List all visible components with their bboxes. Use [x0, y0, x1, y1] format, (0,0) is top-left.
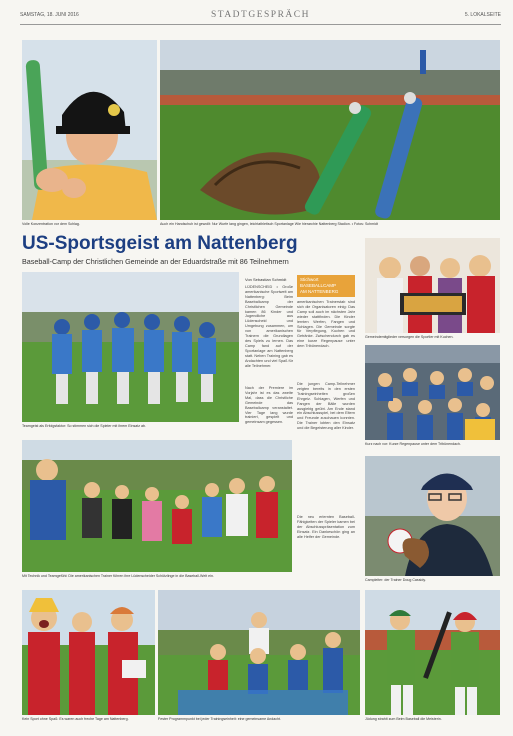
caption-cake-volunteers: Gemeindemitglieder versorgen die Sportler mit Kuchen. — [365, 335, 454, 339]
photo-devotion-group — [158, 590, 360, 715]
caption-fun-group: Kein Sport ohne Spaß: Es waren auch freche Tage am Nattenberg. — [22, 717, 129, 721]
caption-coach-portrait: Campleiter: der Trainer Doug Cassidy. — [365, 578, 426, 582]
photo-rain-break — [365, 345, 500, 440]
infobox-title-line1: BASEBALLCAMP — [300, 283, 337, 288]
caption-coaching-group: Mit Technik und Teamgefühl: Die amerikanischen Trainer führen ihre Lüdenscheider Schützlinge in die Baseball-Welt ein. — [22, 574, 214, 578]
article-text-col1: LÜDENSCHEID • Große amerikanische Sportwelt am Nattenberg: Beim Baseballcamp der Christlichen Gemeinde kamen 86 Kinder und Jugendliche aus Lüdenscheid und Umgebung zusammen, um von amerikanischen Trainern die Grundlagen des Spiels zu lernen. Das Camp fand auf der Sportanlage am Nattenberg statt. Neben Training gab es Andachten und viel Spaß für alle Teilnehmer. — [245, 285, 293, 368]
caption-team-huddle: Teamgeist als Erfolgsfaktor: So stimmen sich die Spieler mit ihrem Einsatz ab. — [22, 424, 147, 428]
photo-coach-portrait — [365, 456, 500, 576]
photo-cake-volunteers — [365, 238, 500, 333]
article-text-col2b: Die jungen Camp-Teilnehmer zeigten bereits in den ersten Trainingseinheiten großen Ehrgeiz. Schlagen, Werfen und Fangen der Bälle wurden ausgiebig geübt. Am Ende stand ein Abschlussspiel, bei dem Eltern und Freunde zuschauen konnten. Die Trainer lobten den Einsatz und die Begeisterung aller Kinder. — [297, 382, 355, 431]
caption-green-players: Jüdung strahlt zum Beim Baseball die Meisterin. — [365, 717, 442, 721]
caption-glove-and-bats: Auch ein Handschuh ist gewollt: Nur Wurfe lang gingen, leichtathletisch Sportanlage Wie hierarchie Nattenberg Stadion. • Fotos: Schmidt — [160, 222, 378, 226]
page-header — [20, 10, 501, 25]
article-headline: US-Sportsgeist am Nattenberg — [22, 233, 298, 254]
header-section: STADTGESPRÄCH — [211, 10, 310, 20]
header-page-number: 5. LOKALSEITE — [464, 12, 501, 18]
caption-devotion-group: Fester Programmpunkt bei jeder Trainingseinheit: eine gemeinsame Andacht. — [158, 717, 282, 721]
caption-batter-boy: Volle Konzentration vor dem Schlag. — [22, 222, 80, 226]
article-text-col1b: Nach der Premiere im Vorjahr ist es das zweite Mal, dass die Christliche Gemeinde das Baseballcamp veranstaltet. Vier Tage lang wurde trainiert, gespielt und gemeinsam gegessen. — [245, 386, 293, 425]
photo-glove-and-bats — [160, 40, 500, 220]
photo-coaching-group — [22, 440, 292, 572]
infobox-title-line2: AM NATTENBERG — [300, 289, 339, 294]
article-text-col2: amerikanischen Trainerstab sind sich die Organisatoren einig: Das Camp soll auch im nächsten Jahr wieder stattfinden. Die Kinder lernten Werfen, Fangen und Schlagen. Die Gemeinde sorgte für Verpflegung, Kuchen und Getränke. Zwischendurch gab es eine kurze Regenpause unter dem Tribünendach. — [297, 300, 355, 349]
infobox-label: Stichwort — [300, 277, 319, 282]
photo-batter-boy — [22, 40, 157, 220]
photo-team-huddle — [22, 272, 239, 422]
header-date: SAMSTAG, 18. JUNI 2016 — [20, 12, 79, 18]
infobox — [297, 275, 355, 297]
article-subheadline: Baseball-Camp der Christlichen Gemeinde an der Eduardstraße mit 86 Teilnehmern — [22, 257, 289, 266]
article-text-col2c: Die neu erlernten Baseball-Fähigkeiten der Spieler kamen bei der Abschlusspräsentation zum Einsatz. Ein Dankeschön ging an alle Helfer der Gemeinde. — [297, 515, 355, 539]
photo-green-players — [365, 590, 500, 715]
caption-rain-break: Kurz nach vor: Kurze Regenpause unter dem Tribünendach. — [365, 442, 461, 446]
article-byline: Von Sebastian Schmidt — [245, 277, 287, 282]
photo-fun-group — [22, 590, 155, 715]
